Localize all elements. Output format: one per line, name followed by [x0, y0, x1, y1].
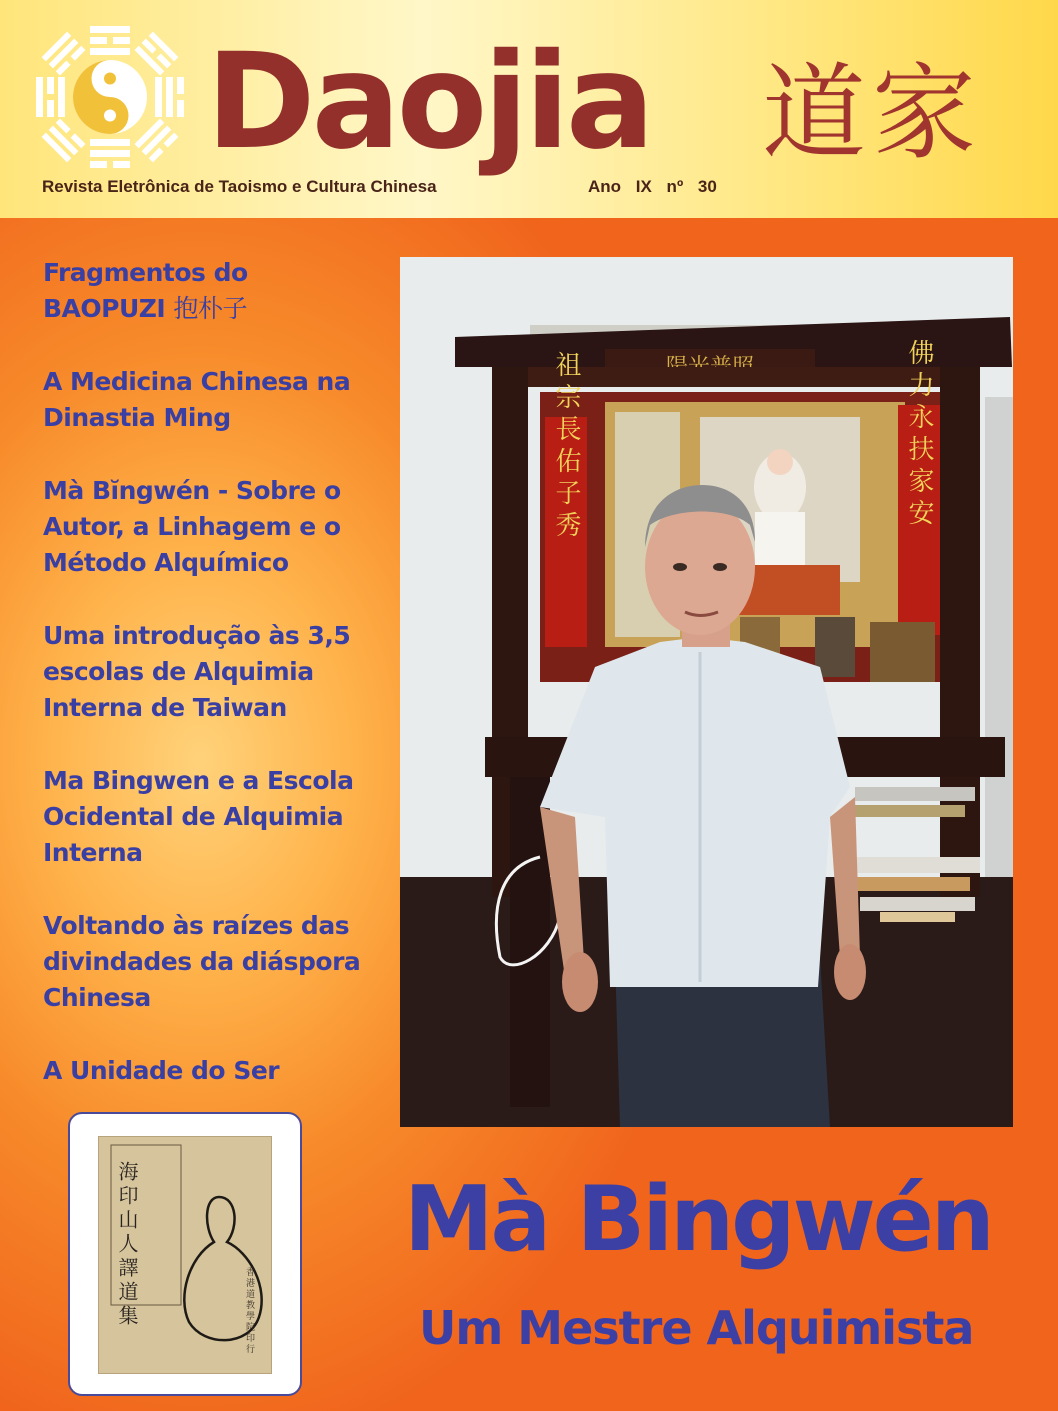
masthead — [0, 0, 1058, 218]
cover-headline: Mà Bingwén — [404, 1167, 992, 1272]
issue-number: Ano IX nº 30 — [588, 177, 717, 196]
toc-item-latin: BAOPUZI — [43, 294, 166, 323]
toc-item: A Medicina Chinesa na Dinastia Ming — [43, 367, 351, 432]
magazine-subtitle: Revista Eletrônica de Taoismo e Cultura Chinesa — [42, 177, 437, 196]
cover-photo — [400, 257, 1013, 1127]
table-of-contents — [43, 255, 393, 1126]
altar-couplet-left: 祖宗長佑子秀 — [551, 351, 581, 543]
toc-item: Uma introdução às 3,5 escolas de Alquimia Interna de Taiwan — [43, 621, 351, 722]
book-title: 海印山人譯道集 — [115, 1161, 139, 1329]
toc-item-chinese: 抱朴子 — [173, 294, 247, 323]
toc-item: A Unidade do Ser — [43, 1056, 280, 1085]
toc-item: Ma Bingwen e a Escola Ocidental de Alquimia Interna — [43, 766, 354, 867]
magazine-title-chinese: 道家 — [762, 52, 983, 174]
book-cover-illustration — [99, 1137, 271, 1373]
altar-couplet-right: 佛力永扶家安 — [904, 339, 934, 531]
book-cover — [98, 1136, 272, 1374]
cover-subheadline: Um Mestre Alquimista — [419, 1301, 974, 1355]
toc-item: Fragmentos do BAOPUZI 抱朴子 — [43, 258, 248, 323]
book-thumbnail-frame — [68, 1112, 302, 1396]
portrait-illustration — [400, 257, 1013, 1127]
magazine-title: Daojia — [206, 25, 651, 179]
yin-yang-bagua-logo — [30, 22, 190, 172]
book-publisher: 香港道教學院印行 — [244, 1267, 254, 1355]
toc-item: Voltando às raízes das divindades da diáspora Chinesa — [43, 911, 361, 1012]
toc-item: Mà Bĭngwén - Sobre o Autor, a Linhagem e o Método Alquímico — [43, 476, 341, 577]
